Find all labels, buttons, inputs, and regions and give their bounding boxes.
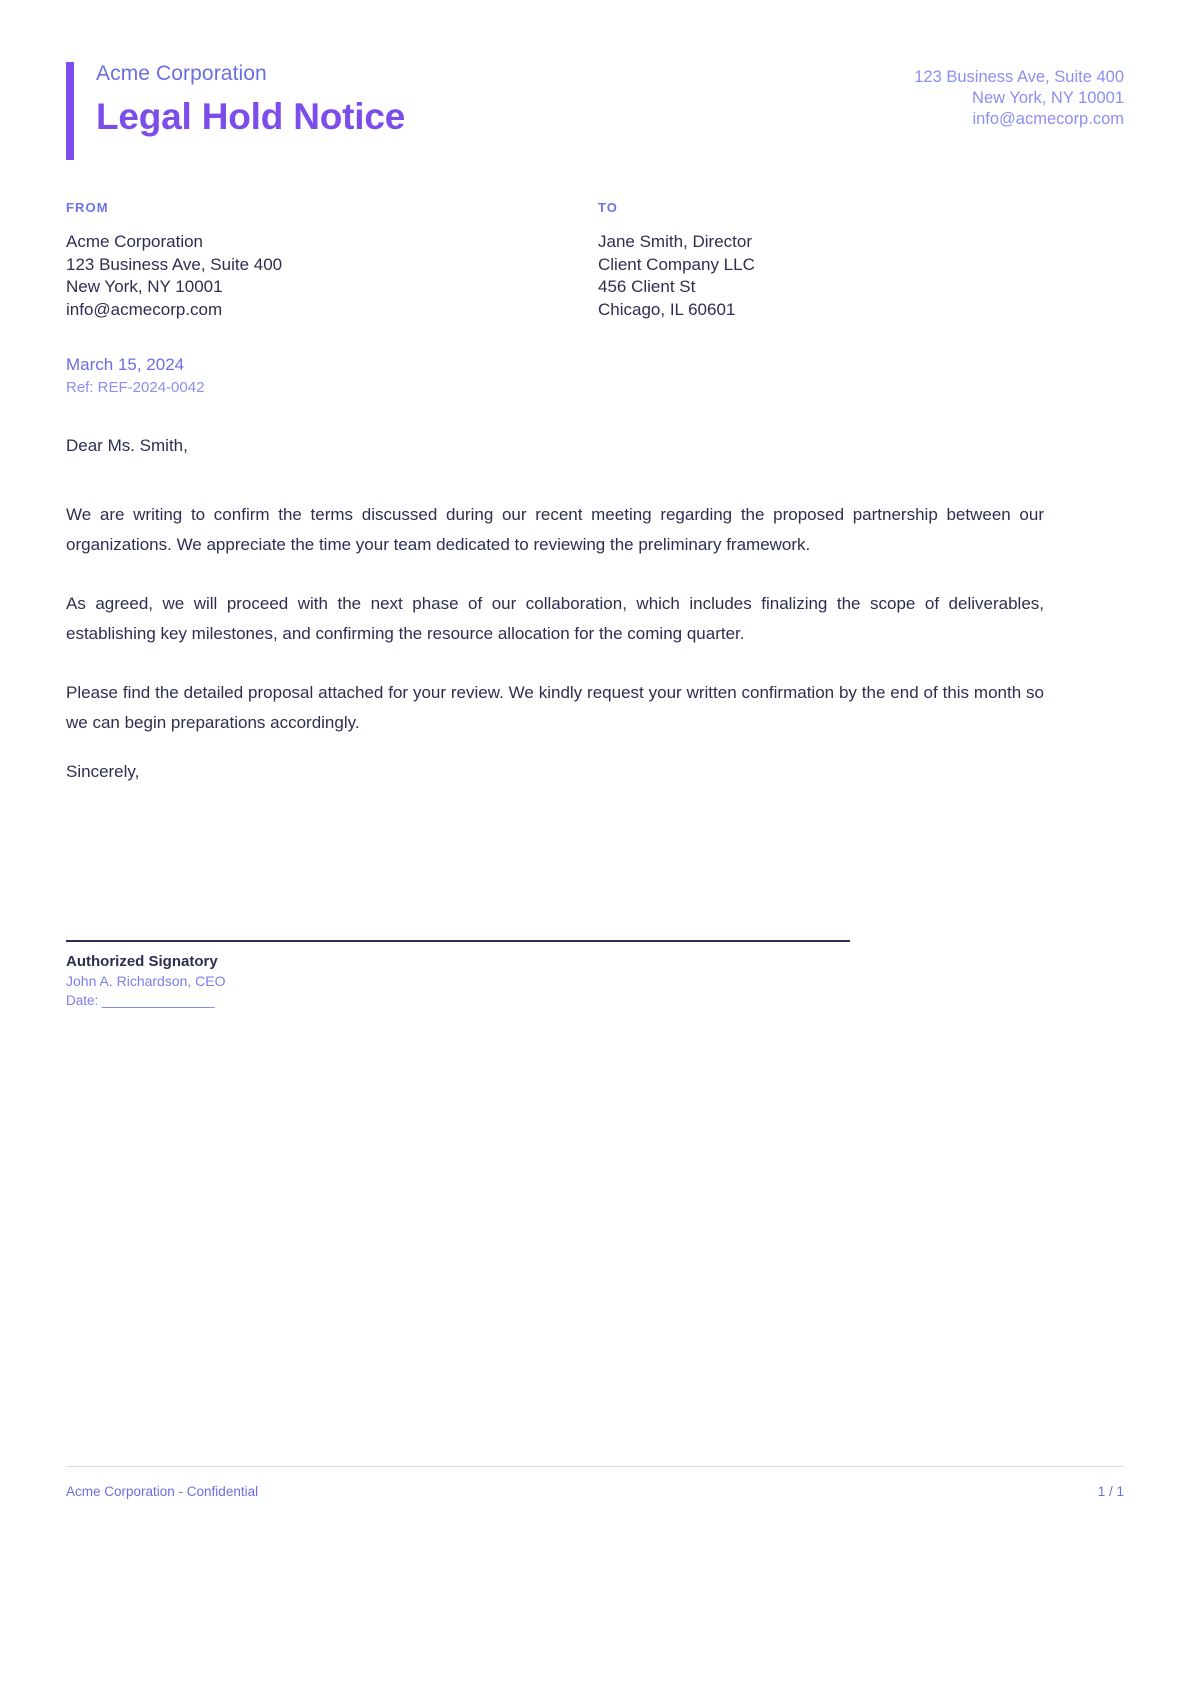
to-label: TO — [598, 200, 619, 215]
document-date: March 15, 2024 — [66, 355, 185, 374]
footer-page-number: 1 / 1 — [1097, 1484, 1124, 1499]
from-line: Acme Corporation — [66, 232, 204, 251]
from-label: FROM — [66, 200, 109, 215]
closing-line: Sincerely, — [66, 762, 140, 781]
header-contact-email: info@acmecorp.com — [972, 110, 1124, 128]
salutation: Dear Ms. Smith, — [66, 436, 188, 455]
from-block — [66, 200, 592, 321]
accent-bar — [66, 62, 74, 160]
header-contact-city: New York, NY 10001 — [972, 89, 1124, 107]
to-block — [592, 200, 1124, 321]
to-line: Chicago, IL 60601 — [598, 299, 736, 319]
company-name: Acme Corporation — [96, 62, 267, 85]
body-paragraph: As agreed, we will proceed with the next phase of our collaboration, which includes finalizing the scope of deliverables, establishing key milestones, and confirming the resource allocation for the coming quarter. — [66, 594, 1044, 643]
letter-body — [66, 500, 1044, 767]
from-line: info@acmecorp.com — [66, 299, 223, 319]
from-line: New York, NY 10001 — [66, 277, 223, 296]
body-paragraph: We are writing to confirm the terms discussed during our recent meeting regarding the proposed partnership between our organizations. We appreciate the time your team dedicated to reviewing the preliminary framework. — [66, 505, 1044, 554]
header-contact-address: 123 Business Ave, Suite 400 — [914, 68, 1124, 86]
body-paragraph: Please find the detailed proposal attached for your review. We kindly request your written confirmation by the end of this month so we can begin preparations accordingly. — [66, 683, 1044, 732]
document-footer — [66, 1466, 1124, 1499]
parties-section — [66, 200, 1124, 321]
header-contact-block — [914, 67, 1124, 130]
document-reference: Ref: REF-2024-0042 — [66, 379, 205, 396]
footer-confidentiality: Acme Corporation - Confidential — [66, 1484, 259, 1499]
to-line: 456 Client St — [598, 277, 696, 296]
header-title-group — [96, 60, 405, 141]
signature-rule — [66, 940, 850, 942]
from-line: 123 Business Ave, Suite 400 — [66, 254, 283, 274]
document-meta — [66, 353, 204, 399]
signature-title: Authorized Signatory — [66, 953, 218, 970]
signature-block — [66, 940, 850, 1010]
signature-date-field[interactable]: Date: _______________ — [66, 993, 215, 1008]
to-line: Client Company LLC — [598, 254, 755, 274]
document-header — [66, 60, 1124, 170]
signature-name: John A. Richardson, CEO — [66, 973, 226, 989]
page-title: Legal Hold Notice — [96, 96, 406, 137]
to-line: Jane Smith, Director — [598, 232, 752, 251]
